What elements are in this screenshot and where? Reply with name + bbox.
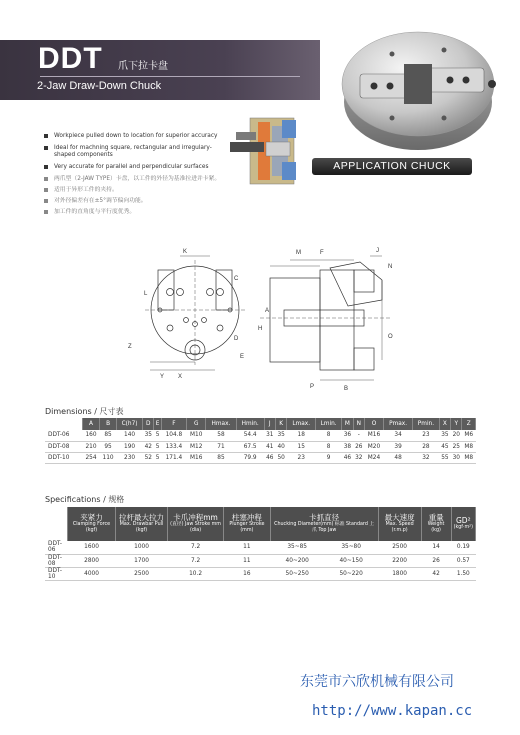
table-cell: M16 [187,452,206,463]
table-cell: 7.2 [168,554,224,567]
table-cell: 55 [439,452,450,463]
technical-drawings [120,240,480,395]
table-row [45,452,476,463]
table-cell: 2500 [378,541,421,554]
table-cell: 110 [100,452,117,463]
table-row [45,430,476,441]
table-cell: M20 [364,441,383,452]
table-cell: 1800 [378,567,421,580]
spec-header-cn: 卡抓直径 [309,513,340,522]
dim-header-cell: Pmin. [413,418,440,430]
dim-header-cell: F [161,418,187,430]
chuck-photo [332,14,510,156]
specifications-header-row [45,507,476,541]
dimensions-title: Dimensions / 尺寸表 [45,407,124,416]
table-cell: 5 [154,430,161,441]
table-cell: 230 [117,452,143,463]
dim-header-cell: G [187,418,206,430]
spec-header-cn: 夹紧力 [80,513,103,522]
table-cell: 23 [413,430,440,441]
spec-header-en: Weight (kg) [427,522,445,533]
spec-header-cn: 柱塞冲程 [231,513,262,522]
label-h: H [258,326,263,332]
table-cell: DDT-10 [45,452,83,463]
feature-item-cn: 对外径偏差有在±5°调节偏向功能。 [44,198,224,205]
table-cell: M16 [364,430,383,441]
table-cell: 1600 [68,541,116,554]
table-cell: M6 [462,430,476,441]
label-n: N [388,264,393,270]
spec-header-cn: 最大速度 [384,513,415,522]
table-cell: 8 [316,441,342,452]
table-cell: 95 [100,441,117,452]
table-cell: 104.8 [161,430,187,441]
table-cell: DDT-06 [45,541,68,554]
company-name: 东莞市六欣机械有限公司 [300,674,454,690]
table-cell: 79.9 [236,452,264,463]
table-cell: 0.57 [451,554,475,567]
table-cell: 35 [143,430,154,441]
table-cell: 42 [143,441,154,452]
spec-header-cn: GD² [455,516,471,525]
table-cell: 50~250 [270,567,324,580]
table-cell: 34 [384,430,413,441]
product-title-cn: 爪下拉卡盘 [118,61,168,72]
spec-header-en: (kgf·m²) [453,525,473,530]
table-cell: 4000 [68,567,116,580]
table-cell: 1.50 [451,567,475,580]
spec-header-cell [270,507,378,541]
table-cell: 28 [413,441,440,452]
table-cell: 11 [224,554,271,567]
dim-header-cell: D [143,418,154,430]
table-cell: DDT-10 [45,567,68,580]
table-cell: 50 [275,452,286,463]
table-cell: 31 [264,430,275,441]
table-cell: 32 [353,452,364,463]
application-chuck-badge: APPLICATION CHUCK [312,158,472,175]
spec-header-cell [224,507,271,541]
dim-header-cell [45,418,83,430]
table-cell: 2200 [378,554,421,567]
label-p: P [310,384,315,390]
table-cell: 32 [413,452,440,463]
table-cell: 8 [316,430,342,441]
feature-list [44,133,224,220]
spec-header-cell [378,507,421,541]
table-cell: DDT-08 [45,554,68,567]
table-cell: M24 [364,452,383,463]
table-cell: 40 [275,441,286,452]
table-cell: 58 [206,430,237,441]
header-band [0,40,320,100]
table-cell: 133.4 [161,441,187,452]
label-z: Z [128,344,132,350]
table-row [45,541,476,554]
table-cell: 10.2 [168,567,224,580]
specifications-table [45,507,476,581]
table-cell: 11 [224,541,271,554]
table-cell: 39 [384,441,413,452]
front-view-drawing [145,256,245,370]
dim-header-cell: O [364,418,383,430]
table-cell: 16 [224,567,271,580]
label-a: A [265,308,270,314]
table-cell: 46 [342,452,353,463]
table-cell: 5 [154,441,161,452]
table-cell: 2500 [116,567,168,580]
table-cell: 85 [206,452,237,463]
label-j: J [376,248,379,254]
spec-header-cn: 卡爪冲程mm [173,513,218,522]
table-cell: 210 [83,441,100,452]
table-row [45,567,476,580]
dim-header-cell: Lmax. [287,418,316,430]
spec-header-cell [168,507,224,541]
spec-header-en: (直径) Jaw Stroke mm (dia) [170,522,221,533]
table-cell: 30 [451,452,462,463]
dim-header-cell: B [100,418,117,430]
label-c: C [234,276,239,282]
table-cell: 67.5 [236,441,264,452]
table-cell: 46 [264,452,275,463]
table-row [45,441,476,452]
table-cell: 5 [154,452,161,463]
dim-header-cell: Z [462,418,476,430]
spec-header-cell [116,507,168,541]
table-cell: 15 [287,441,316,452]
table-cell: - [353,430,364,441]
feature-item: Workpiece pulled down to location for superior accuracy [44,133,224,140]
table-cell: 71 [206,441,237,452]
table-cell: 160 [83,430,100,441]
label-k: K [183,249,188,255]
product-title: DDT [38,42,103,75]
label-f: F [320,250,324,256]
spec-header-en: Max. Speed (r.m.p) [385,522,414,533]
table-cell: 14 [421,541,451,554]
table-cell: 52 [143,452,154,463]
table-cell: DDT-06 [45,430,83,441]
label-o: O [388,334,393,340]
label-d: D [234,336,239,342]
dim-header-cell: C(h7) [117,418,143,430]
table-cell: 35~80 [324,541,378,554]
table-cell: 40~150 [324,554,378,567]
dim-header-cell: A [83,418,100,430]
table-cell: 0.19 [451,541,475,554]
dim-header-cell: N [353,418,364,430]
table-cell: 48 [384,452,413,463]
table-cell: 41 [264,441,275,452]
label-x: X [178,374,183,380]
dim-header-cell: Y [451,418,462,430]
dim-header-cell: E [154,418,161,430]
table-cell: 26 [353,441,364,452]
dim-header-cell: M [342,418,353,430]
table-cell: 23 [287,452,316,463]
spec-header-en: Max. Drawbar Pull (kgf) [119,522,164,533]
table-cell: 1700 [116,554,168,567]
table-cell: 2800 [68,554,116,567]
dim-header-cell: Pmax. [384,418,413,430]
chuck-section-illustration [222,112,304,188]
specifications-title: Specifications / 规格 [45,495,125,504]
table-cell: 1000 [116,541,168,554]
feature-item-cn: 加工件的直角度与平行度优秀。 [44,209,224,216]
header-divider [40,76,300,77]
spec-header-cell [68,507,116,541]
dimensions-header-row [45,418,476,430]
table-cell: DDT-08 [45,441,83,452]
dim-header-cell: Lmin. [316,418,342,430]
label-y: Y [160,374,165,380]
table-cell: 38 [342,441,353,452]
spec-header-en: Chucking Diameter(mm) 标准 Standard 上爪 Top Jaw [274,522,375,533]
spec-header-cell [421,507,451,541]
feature-item: Ideal for machning square, rectangular and irregulary-shaped components [44,145,224,159]
table-cell: 35~85 [270,541,324,554]
table-cell: 254 [83,452,100,463]
table-cell: M10 [187,430,206,441]
spec-header-cell [45,507,68,541]
table-cell: 85 [100,430,117,441]
table-cell: M8 [462,452,476,463]
table-cell: 40~200 [270,554,324,567]
table-cell: 9 [316,452,342,463]
label-b: B [344,386,349,392]
table-cell: 54.4 [236,430,264,441]
table-row [45,554,476,567]
dim-header-cell: Hmax. [206,418,237,430]
table-cell: M12 [187,441,206,452]
dim-header-cell: Hmin. [236,418,264,430]
table-cell: 45 [439,441,450,452]
table-cell: 50~220 [324,567,378,580]
product-subtitle: 2-Jaw Draw-Down Chuck [37,80,162,92]
table-cell: 190 [117,441,143,452]
label-l: L [144,291,148,297]
table-cell: 140 [117,430,143,441]
dimensions-table [45,418,476,464]
table-cell: 35 [439,430,450,441]
label-e: E [240,354,245,360]
table-cell: 36 [342,430,353,441]
table-cell: 18 [287,430,316,441]
spec-header-en: Plunger Stroke (mm) [229,522,265,533]
dim-header-cell: K [275,418,286,430]
table-cell: 35 [275,430,286,441]
label-m: M [296,250,301,256]
dim-header-cell: X [439,418,450,430]
website-link[interactable]: http://www.kapan.cc [312,703,473,719]
feature-item: Very accurate for parallel and perpendicular surfaces [44,164,224,171]
table-cell: 42 [421,567,451,580]
spec-header-cn: 拉杆最大拉力 [119,513,165,522]
table-cell: 25 [451,441,462,452]
table-cell: 26 [421,554,451,567]
table-cell: 20 [451,430,462,441]
table-cell: M8 [462,441,476,452]
feature-item-cn: 两爪型（2-JAW TYPE）卡盘，以工件的外径为基准拉进并卡紧。 [44,176,224,183]
side-view-drawing [260,256,393,380]
table-cell: 171.4 [161,452,187,463]
table-cell: 7.2 [168,541,224,554]
feature-item-cn: 适用于异形工件的夹持。 [44,187,224,194]
spec-header-en: Clamping Force (kgf) [72,522,111,533]
dim-header-cell: J [264,418,275,430]
spec-header-cn: 重量 [428,513,444,522]
spec-header-cell [451,507,475,541]
